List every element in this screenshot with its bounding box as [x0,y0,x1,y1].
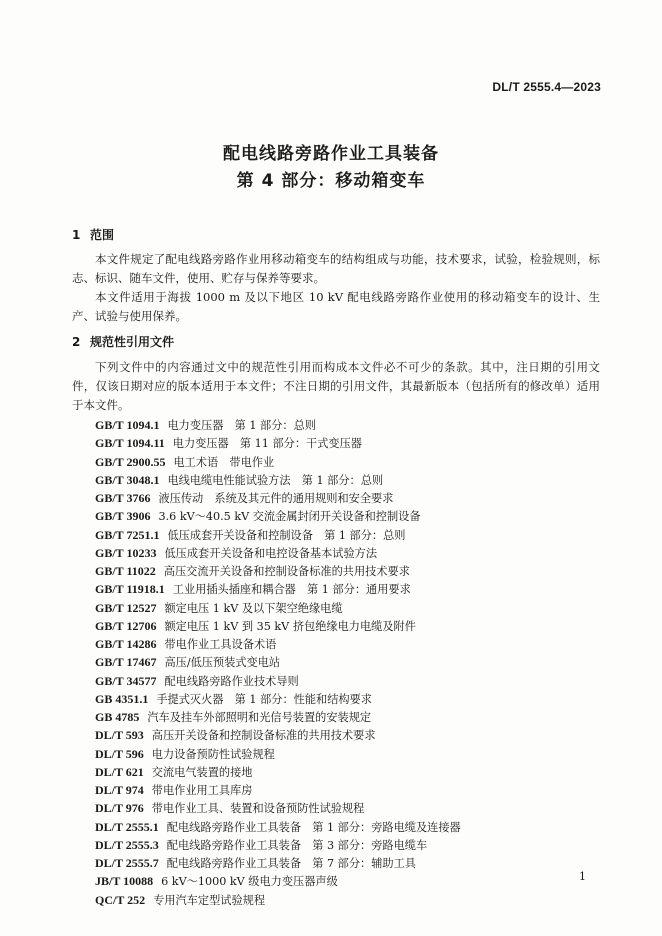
reference-title: 带电作业工具设备术语 [164,638,277,651]
reference-title: 液压传动 系统及其元件的通用规则和安全要求 [158,492,394,505]
reference-item [95,507,461,525]
reference-code: GB/T 1094.1 [95,418,160,432]
reference-title: 3.6 kV～40.5 kV 交流金属封闭开关设备和控制设备 [158,510,421,524]
reference-item [95,434,461,452]
reference-title: 电力设备预防性试验规程 [151,747,275,761]
reference-code: GB/T 34577 [95,673,157,688]
reference-item [95,690,461,708]
reference-title: 汽车及挂车外部照明和光信号装置的安装规定 [147,711,372,724]
standard-code: DL/T 2555.4—2023 [492,80,601,94]
reference-item [95,453,461,471]
reference-code: GB/T 2900.55 [95,454,166,469]
reference-code: DL/T 2555.1 [95,819,159,834]
reference-item [95,872,461,890]
page-number: 1 [579,870,586,883]
reference-title: 工业用插头插座和耦合器 第 1 部分：通用要求 [172,583,411,597]
reference-item [95,471,461,489]
reference-title: 电线电缆电性能试验方法 第 1 部分：总则 [167,473,384,487]
reference-code: GB/T 3766 [95,491,151,505]
reference-item [95,726,461,744]
section-number: 2 [72,335,81,349]
reference-title: 高压开关设备和控制设备标准的共用技术要求 [151,729,376,743]
reference-title: 低压成套开关设备和电控设备基本试验方法 [164,546,378,560]
section-heading-normative-references [72,333,174,350]
reference-title: 专用汽车定型试验规程 [153,893,266,907]
reference-code: GB/T 3906 [95,509,151,524]
reference-item [95,799,461,817]
reference-title: 低压成套开关设备和控制设备 第 1 部分：总则 [167,528,406,542]
reference-item [95,891,461,909]
reference-code: DL/T 2555.3 [95,837,159,852]
section-heading-scope [72,226,114,243]
reference-item [95,489,461,507]
reference-code: JB/T 10088 [95,874,154,889]
reference-title: 高压/低压预装式变电站 [164,656,281,670]
reference-item [95,653,461,671]
reference-item [95,416,461,434]
reference-title: 带电作业用工具库房 [151,784,253,797]
reference-code: GB/T 12706 [95,618,157,633]
reference-code: GB/T 7251.1 [95,527,160,542]
reference-code: GB 4785 [95,710,140,724]
reference-title: 配电线路旁路作业工具装备 第 7 部分：辅助工具 [166,857,416,870]
reference-code: GB/T 17467 [95,655,157,670]
reference-code: DL/T 974 [95,783,144,797]
reference-title: 电力变压器 第 11 部分：干式变压器 [172,437,362,451]
document-title: 配电线路旁路作业工具装备 [223,144,439,164]
reference-item [95,854,461,872]
reference-item [95,836,461,854]
reference-code: GB/T 11022 [95,564,156,578]
reference-code: GB/T 1094.11 [95,436,165,451]
reference-title: 电力变压器 第 1 部分：总则 [167,419,316,432]
reference-title: 额定电压 1 kV 及以下架空绝缘电缆 [164,601,343,615]
reference-item [95,526,461,544]
reference-item [95,562,461,580]
scope-paragraph-2: 本文件适用于海拔 1000 m 及以下地区 10 kV 配电线路旁路作业使用的移动箱变车的设计、生产、试验与使用保养。 [72,290,600,323]
reference-title: 配电线路旁路作业工具装备 第 3 部分：旁路电缆车 [166,838,428,852]
reference-code: GB 4351.1 [95,691,149,706]
reference-title: 电工术语 带电作业 [173,455,275,469]
reference-title: 配电线路旁路作业工具装备 第 1 部分：旁路电缆及连接器 [166,820,461,834]
reference-code: GB/T 12527 [95,600,157,615]
reference-item [95,580,461,598]
section-title: 规范性引用文件 [90,335,175,349]
section-number: 1 [72,228,81,242]
reference-item [95,635,461,653]
section-title: 范围 [90,228,115,242]
reference-item [95,708,461,726]
reference-title: 配电线路旁路作业技术导则 [164,674,299,688]
reference-list [95,416,461,909]
reference-title: 交流电气装置的接地 [151,765,253,779]
reference-code: DL/T 2555.7 [95,856,159,870]
reference-item [95,745,461,763]
reference-title: 额定电压 1 kV 到 35 kV 挤包绝缘电力电缆及附件 [164,619,416,633]
reference-item [95,781,461,799]
reference-title: 高压交流开关设备和控制设备标准的共用技术要求 [163,565,410,578]
reference-code: DL/T 596 [95,746,144,761]
reference-code: GB/T 14286 [95,637,157,651]
reference-item [95,544,461,562]
reference-item [95,672,461,690]
reference-title: 手提式灭火器 第 1 部分：性能和结构要求 [156,692,372,706]
reference-item [95,818,461,836]
reference-item [95,617,461,635]
reference-item [95,599,461,617]
reference-code: QC/T 252 [95,892,146,907]
reference-code: GB/T 10233 [95,545,157,560]
reference-code: DL/T 593 [95,728,144,743]
reference-code: DL/T 976 [95,801,144,816]
document-subtitle: 第 4 部分：移动箱变车 [236,171,426,191]
reference-item [95,763,461,781]
reference-code: GB/T 11918.1 [95,582,165,597]
reference-code: GB/T 3048.1 [95,472,160,487]
reference-title: 6 kV～1000 kV 级电力变压器声级 [161,875,338,889]
references-intro: 下列文件中的内容通过文中的规范性引用而构成本文件必不可少的条款。其中，注日期的引用文件，仅该日期对应的版本适用于本文件；不注日期的引用文件，其最新版本（包括所有的修改单）适用于本文件。 [72,360,600,412]
reference-title: 带电作业工具、装置和设备预防性试验规程 [151,802,365,816]
scope-paragraph-1: 本文件规定了配电线路旁路作业用移动箱变车的结构组成与功能，技术要求，试验，检验规则，标志、标识、随车文件，使用、贮存与保养等要求。 [72,252,600,285]
reference-code: DL/T 621 [95,764,144,779]
